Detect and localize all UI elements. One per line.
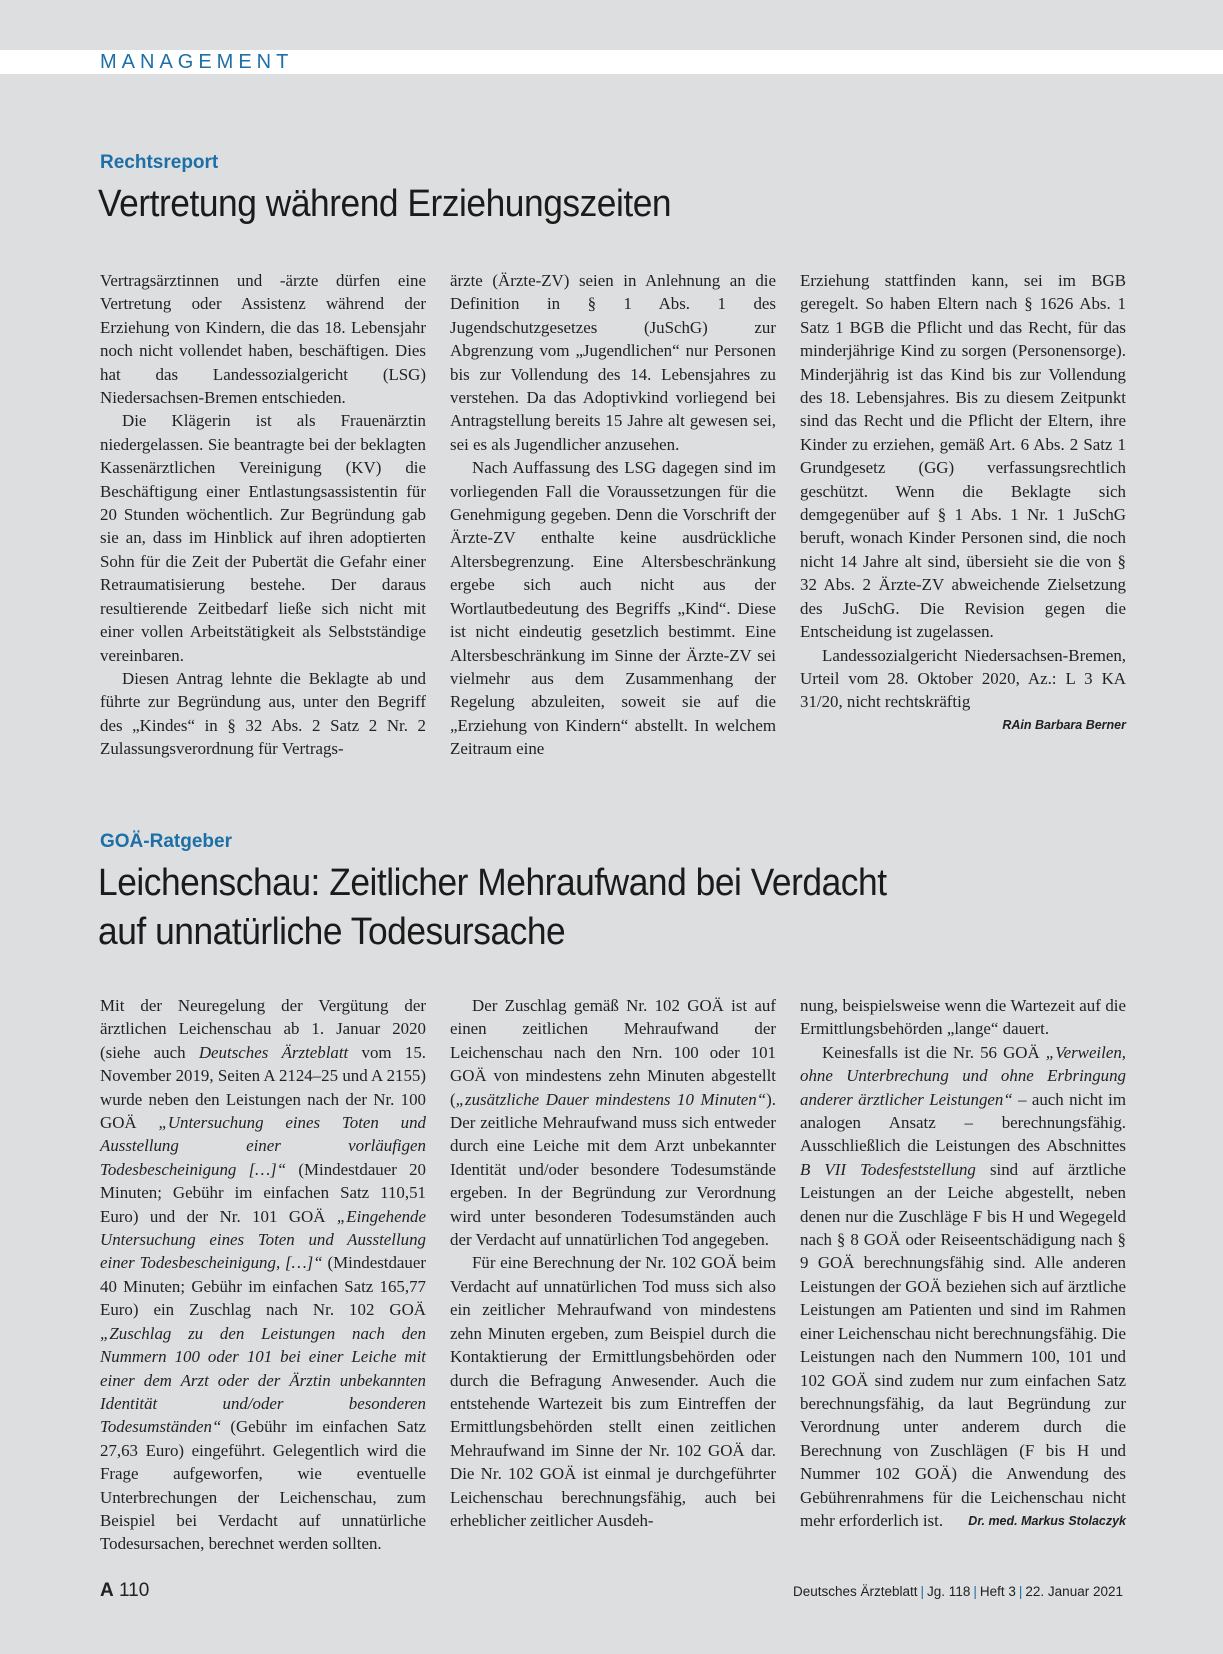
article2-title-line1: Leichenschau: Zeitlicher Mehraufwand bei Verdacht [98, 862, 887, 904]
journal-issue: Heft 3 [979, 1584, 1016, 1599]
article1-column-3: Erziehung stattfinden kann, sei im BGB geregelt. So haben Eltern nach § 1626 Abs. 1 Satz 1 BGB die Pflicht und das Recht, für das minderjährige Kind zu sorgen (Personensorge). Minderjährig ist das Kind bis zur Vollendung des 18. Lebensjahres. Bis zu diesem Zeitpunkt sind das Recht und die Pflicht der Eltern, ihre Kinder zu erziehen, gemäß Art. 6 Abs. 2 Satz 1 Grundgesetz (GG) verfassungsrechtlich geschützt. Wenn die Beklagte sich demgegenüber auf § 1 Abs. 1 Nr. 1 JuSchG beruft, wonach Kinder Personen sind, die noch nicht 14 Jahre alt sind, übersieht sie die von § 32 Abs. 2 Ärzte-ZV abweichende Zielsetzung des JuSchG. Die Revision gegen die Entscheidung ist zugelassen. Landessozialgericht Niedersachsen-Bremen, Urteil vom 28. Oktober 2020, Az.: L 3 KA 31/20, nicht rechtskräftig RAin Barbara Berner [800, 269, 1126, 736]
article2-title-line2: auf unnatürliche Todesursache [98, 911, 566, 953]
page-prefix: A [100, 1580, 114, 1601]
article1-kicker: Rechtsreport [100, 152, 219, 173]
page-number-value: 110 [119, 1580, 150, 1601]
court-citation: Landessozialgericht Niedersachsen-Bremen, Urteil vom 28. Oktober 2020, Az.: L 3 KA 31/20, nicht rechtskräftig [800, 645, 1126, 712]
article2-column-3: nung, beispielsweise wenn die Wartezeit auf die Ermittlungsbehörden „lange“ dauert. Keinesfalls ist die Nr. 56 GOÄ „Verweilen, ohne Unterbrechung und ohne Erbringung anderer ärztlicher Leistungen“ – auch nicht im analogen Ansatz – berechnungsfähig. Ausschließlich die Leistungen des Abschnittes B VII Todesfeststellung sind auf ärztliche Leistungen an der Leiche abgestellt, neben denen nur die Zuschläge F bis H und Wegegeld nach § 8 GOÄ oder Reiseentschädigung nach § 9 GOÄ berechnungsfähig sind. Alle anderen Leistungen der GOÄ beziehen sich auf ärztliche Leistungen am Patienten und sind im Rahmen einer Leichenschau nicht berechnungsfähig. Die Leistungen nach den Nummern 100, 101 und 102 GOÄ sind zudem nur zum einfachen Satz berechnungsfähig, da laut Begründung zur Verordnung unter anderem durch die Berechnung von Zuschlägen (F bis H und Nummer 102 GOÄ) die Anwendung des Gebührenrahmens für die Leichenschau nicht mehr erforderlich ist. Dr. med. Markus Stolaczyk [800, 994, 1126, 1533]
article1-title: Vertretung während Erziehungszeiten [98, 183, 672, 225]
journal-info: Deutsches Ärzteblatt | Jg. 118 | Heft 3 | 22. Januar 2021 [792, 1584, 1123, 1599]
article2-author: Dr. med. Markus Stolaczyk [968, 1513, 1126, 1528]
journal-name: Deutsches Ärzteblatt [792, 1584, 918, 1599]
article1-author: RAin Barbara Berner [1002, 717, 1126, 732]
article1-column-2: ärzte (Ärzte-ZV) seien in Anlehnung an die Definition in § 1 Abs. 1 des Jugendschutzgesetzes (JuSchG) zur Abgrenzung vom „Jugendlichen“ nur Personen bis zur Vollendung des 14. Lebensjahres zu verstehen. Da das Adoptivkind vorliegend bei Antragstellung bereits 15 Jahre alt gewesen sei, sei es als Jugendlicher anzusehen. Nach Auffassung des LSG dagegen sind im vorliegenden Fall die Voraussetzungen für die Genehmigung gegeben. Denn die Vorschrift der Ärzte-ZV enthalte keine ausdrückliche Altersbegrenzung. Eine Altersbeschränkung ergebe sich auch nicht aus der Wortlautbedeutung des Begriffs „Kind“. Diese ist nicht eindeutig gesetzlich bestimmt. Eine Altersbeschränkung im Sinne der Ärzte-ZV sei vielmehr aus dem Zusammenhang der Regelung abzuleiten, soweit sie auf die „Erziehung von Kindern“ abstellt. In welchem Zeitraum eine [450, 271, 776, 759]
article2-column-2: Der Zuschlag gemäß Nr. 102 GOÄ ist auf einen zeitlichen Mehraufwand der Leichenschau nach den Nrn. 100 oder 101 GOÄ von mindestens zehn Minuten abgestellt („zusätzliche Dauer mindestens 10 Minuten“). Der zeitliche Mehraufwand muss sich entweder durch eine Leiche mit dem Arzt unbekannter Identität und/oder besondere Todesumstände ergeben. In der Begründung zur Verordnung wird unter besonderen Todesumständen auch der Verdacht auf unnatürlichen Tod angegeben. Für eine Berechnung der Nr. 102 GOÄ beim Verdacht auf unnatürlichen Tod muss sich also ein zeitlicher Mehraufwand von mindestens zehn Minuten ergeben, zum Beispiel durch die Kontaktierung der Ermittlungsbehörden oder durch die Befragung Anwesender. Auch die entstehende Wartezeit bis zum Eintreffen der Ermittlungsbehörden stellt einen zeitlichen Mehraufwand im Sinne der Nr. 102 GOÄ dar. Die Nr. 102 GOÄ ist einmal je durchgeführter Leichenschau berechnungsfähig, auch bei erheblicher zeitlicher Ausdeh- [450, 996, 776, 1530]
journal-volume: Jg. 118 [927, 1584, 971, 1599]
article1-column-1: Vertragsärztinnen und -ärzte dürfen eine Vertretung oder Assistenz während der Erziehung von Kindern, die das 18. Lebensjahr noch nicht vollendet haben, beschäftigen. Dies hat das Landessozialgericht (LSG) Niedersachsen-Bremen entschieden. Die Klägerin ist als Frauenärztin niedergelassen. Sie beantragte bei der beklagten Kassenärztlichen Vereinigung (KV) die Beschäftigung einer Entlastungsassistentin für 20 Stunden wöchentlich. Zur Begründung gab sie an, dass im Hinblick auf ihren adoptierten Sohn für die Zeit der Pubertät die Gefahr einer Retraumatisierung bestehe. Der daraus resultierende Zeitbedarf ließe sich nicht mit einer vollen Arbeitstätigkeit als Selbstständige vereinbaren. Diesen Antrag lehnte die Beklagte ab und führte zur Begründung aus, unter den Begriff des „Kindes“ in § 32 Abs. 2 Satz 2 Nr. 2 Zulassungsverordnung für Vertrags- [100, 271, 426, 759]
journal-date: 22. Januar 2021 [1025, 1584, 1123, 1599]
page-number [100, 1580, 149, 1602]
article2-column-1: Mit der Neuregelung der Vergütung der ärztlichen Leichenschau ab 1. Januar 2020 (siehe auch Deutsches Ärzteblatt vom 15. November 2019, Seiten A 2124–25 und A 2155) wurde neben den Leistungen nach der Nr. 100 GOÄ „Untersuchung eines Toten und Ausstellung einer vorläufigen Todesbescheinigung […]“ (Mindestdauer 20 Minuten; Gebühr im einfachen Satz 110,51 Euro) und der Nr. 101 GOÄ „Eingehende Untersuchung eines Toten und Ausstellung einer Todesbescheinigung, […]“ (Mindestdauer 40 Minuten; Gebühr im einfachen Satz 165,77 Euro) ein Zuschlag nach Nr. 102 GOÄ „Zuschlag zu den Leistungen nach den Nummern 100 oder 101 bei einer Leiche mit einer dem Arzt oder der Ärztin unbekannten Identität und/oder besonderen Todesumständen“ (Gebühr im einfachen Satz 27,63 Euro) eingeführt. Gelegentlich wird die Frage aufgeworfen, wie eventuelle Unterbrechungen der Leichenschau, zum Beispiel bei Verdacht auf unnatürliche Todesursachen, berechnet werden sollten. [100, 996, 426, 1554]
article2-kicker: GOÄ-Ratgeber [100, 831, 232, 852]
section-label: MANAGEMENT [100, 51, 294, 73]
